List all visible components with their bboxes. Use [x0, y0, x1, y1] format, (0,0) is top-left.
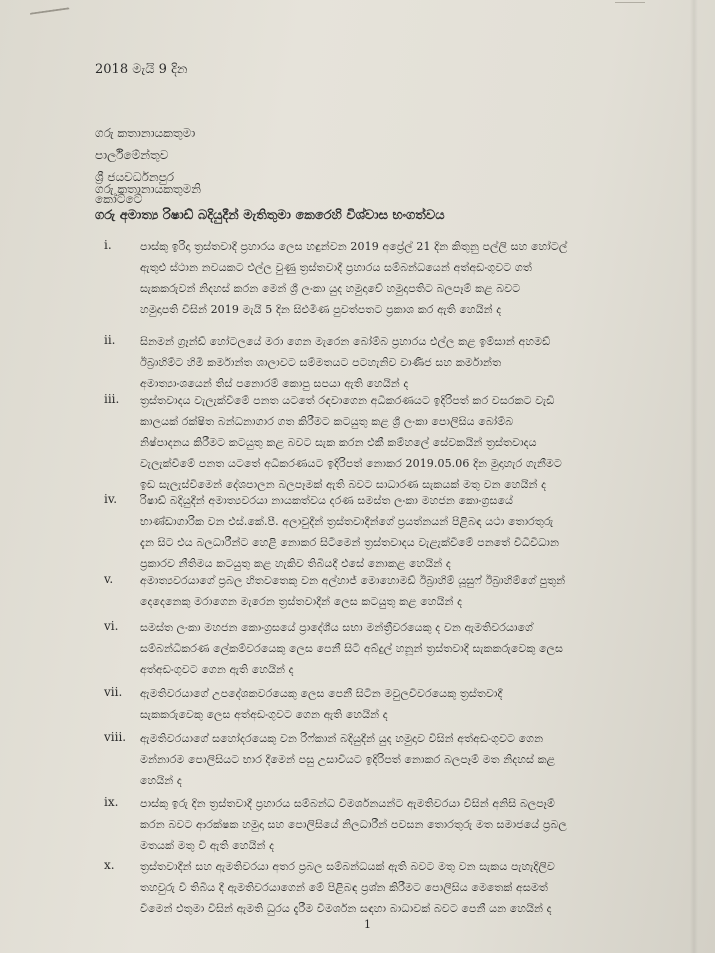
item-text-line: ඊබ්‍රාහිම්ට හිමි කර්මාන්ත ශාලාවට සම්මතයට පටහැනිව වාණිජ සහ කර්මාන්ත: [140, 356, 502, 369]
item-text-line: හමුදාපති විසින් 2019 මැයි 5 දින සිළුමිණ පුවත්පතට ප්‍රකාශ කර ඇති හෙයින් ද: [140, 303, 502, 316]
item-text-line: දැන සිට එය බලධාරීන්ට හෙළි නොකර සිටීමෙන් ත්‍රස්තවාදය වැළැක්වීමේ පනතේ විධිවිධාන: [140, 536, 560, 549]
addressee-line: ශ්‍රී ජයවර්ධනපුර: [95, 170, 175, 184]
item-text-line: සැකකරුවන් නිදහස් කරන මෙන් ශ්‍රී ලංකා යුද හමුදාවේ හමුදාපතිට බලපෑම් කළ බවට: [140, 282, 521, 295]
staple-mark-right: [615, 2, 645, 9]
addressee-line: කෝට්ටේ: [95, 192, 143, 206]
item-text-line: අමාත්‍යවරයාගේ ප්‍රබල හිතවතෙකු වන අල්හාජ් මොහොමඩ් ඊබ්‍රාහිම් යූසුෆ් ඊබ්‍රාහිම්ගේ පුතුන්: [140, 574, 566, 587]
item-text-line: මතයක් මතු වී ඇති හෙයින් ද: [140, 839, 275, 852]
item-text-line: පාස්කු ඉරු දින ත්‍රස්තවාදී ප්‍රහාරය සම්බන්ධ විමර්ශනයන්ට ඇමතිවරයා විසින් අනිසි බලපෑම්: [140, 797, 555, 810]
item-text-line: භාණ්ඩාගාරික වන එස්.කේ.පී. අලාවුදීන් ත්‍රස්තවාදීන්ගේ ප්‍රයත්නයන් පිළිබඳ යථා තොරතුරු: [140, 515, 554, 528]
subject-heading: ගරු අමාත්‍ය රිෂාඩ් බදියුදීන් මැතිතුමා කෙරෙහි විශ්වාස භංගත්වය: [95, 208, 445, 223]
item-number: viii.: [104, 730, 127, 744]
item-text: [140, 236, 680, 320]
addressee-line: ගරු කතානායකතුමා: [95, 126, 196, 140]
item-number: v.: [104, 572, 114, 586]
staple-mark: [30, 7, 71, 20]
item-number: ix.: [104, 795, 119, 809]
item-number: iii.: [104, 392, 120, 406]
item-text-line: රිෂාඩ් බදියුදීන් අමාත්‍යවරයා නායකත්වය දරණ සමස්ත ලංකා මහජන කොංග්‍රසයේ: [140, 494, 513, 507]
item-text-line: ඇමතිවරයාගේ උපදේශකවරයෙකු ලෙස පෙනී සිටින මවුලවිවරයෙකු ත්‍රස්තවාදී: [140, 687, 503, 700]
item-text: [140, 390, 680, 495]
item-text-line: කාලයක් රක්ෂිත බන්ධනාගාර ගත කිරීමට කටයුතු කළ ශ්‍රී ලංකා පොලිසිය බෝම්බ: [140, 415, 514, 428]
item-text-line: වීමෙන් එතුමා විසින් ඇමති ධුරය දැරීම විමර්ශන සඳහා බාධාවක් බවට පෙනී යන හෙයින් ද: [140, 902, 552, 915]
item-text-line: පාස්කු ඉරිදා ත්‍රස්තවාදී ප්‍රහාරය ලෙස හඳුන්වන 2019 අප්‍රේල් 21 දින කිතුනු පල්ලි සහ හෝටල්: [140, 240, 568, 253]
item-text-line: ඉඩ සැලැස්වීමෙන් දේශපාලන බලපෑමක් ඇති බවට සාධාරණ සැකයක් මතු වන හෙයින් ද: [140, 478, 547, 491]
item-number: x.: [104, 858, 115, 872]
addressee-line: පාර්ලිමේන්තුව: [95, 148, 169, 162]
item-text: [140, 793, 680, 856]
item-number: vi.: [104, 619, 119, 633]
item-text: [140, 617, 680, 680]
page-number: 1: [364, 918, 371, 931]
item-text-line: ප්‍රකාරව නීතිමය කටයුතු කළ හැකිව තිබියදී එසේ නොකළ හෙයින් ද: [140, 557, 451, 570]
item-text-line: අමාත්‍යාංශයෙන් තිස් පනොරම් කොපු සපයා ඇති හෙයින් ද: [140, 377, 409, 390]
item-text-line: ඇතුළු ස්ථාන නවයකට එල්ල වුණු ත්‍රස්තවාදී ප්‍රහාරය සම්බන්ධයෙන් අත්අඩංගුවට ගත්: [140, 261, 532, 274]
item-text-line: ත්‍රස්තවාදය වැලැක්වීමේ පනත යටතේ රඳවාගෙන අධිකරණයට ඉදිරිපත් කර වසරකට වැඩි: [140, 394, 555, 407]
item-text-line: තහවුරු වී තිබිය දී ඇමතිවරයාගෙන් මේ පිළිබඳ ප්‍රශ්න කිරීමට පොලිසිය මෙතෙක් අසමත්: [140, 881, 548, 894]
item-text-line: වැලැක්වීමේ පනත යටතේ අධිකරණයට ඉදිරිපත් නොකර 2019.05.06 දින මුදාහැර ගැනීමට: [140, 457, 562, 470]
item-text-line: සිනමන් ග්‍රෑන්ඩ් හෝටලයේ මරා ගෙන මැරෙන බෝම්බ ප්‍රහාරය එල්ල කළ ඉම්සාන් අහමඩ්: [140, 335, 551, 348]
item-text-line: ත්‍රස්තවාදීන් සහ ඇමතිවරයා අතර ප්‍රබල සම්බන්ධයක් ඇති බවට මතු වන සැකය පැහැදිලිව: [140, 860, 555, 873]
item-number: iv.: [104, 492, 118, 506]
item-text: [140, 683, 680, 725]
item-text-line: දෙදෙනෙකු මරාගෙන මැරෙන ත්‍රස්තවාදීන් ලෙස කටයුතු කළ හෙයින් ද: [140, 595, 463, 608]
item-text-line: හෙයින් ද: [140, 774, 182, 787]
item-text: [140, 570, 680, 612]
salutation: ගරු කතානායකතුමනි: [95, 182, 202, 196]
item-text-line: මන්නාරම පොලිසියට භාර දීමෙන් පසු උසාවියට ඉදිරිපත් නොකර බලපෑම් මත නිදහස් කළ: [140, 753, 556, 766]
item-text-line: සැකකරුවෙකු ලෙස අත්අඩංගුවට ගෙන ඇති හෙයින් ද: [140, 708, 388, 721]
item-text: [140, 856, 680, 919]
item-text-line: සම්බන්ධිකරණ ලේකම්වරයෙකු ලෙස පෙනී සිටි අබ්දුල් හනූන් ත්‍රස්තවාදී සැකකරුවෙකු ලෙස: [140, 642, 564, 655]
letter-date: 2018 මැයි 9 දින: [95, 62, 188, 77]
item-number: vii.: [104, 685, 123, 699]
item-text-line: කරන බවට ආරක්ෂක හමුදා සහ පොලිසියේ නිලධාරීන් පවසන තොරතුරු මත සමාජයේ ප්‍රබල: [140, 818, 567, 831]
item-number: i.: [104, 238, 112, 252]
item-text-line: අත්අඩංගුවට ගෙන ඇති හෙයින් ද: [140, 663, 294, 676]
item-number: ii.: [104, 333, 116, 347]
item-text: [140, 331, 680, 394]
paper-fold-shadow: [690, 0, 698, 953]
item-text-line: සමස්ත ලංකා මහජන කොංග්‍රසයේ ප්‍රාදේශීය සභා මන්ත්‍රීවරයෙකු ද වන ඇමතිවරයාගේ: [140, 621, 534, 634]
item-text-line: නිෂ්පාදනය කිරීමට කටයුතු කළ බවට සැක කරන එකී කම්හලේ සේවකයින් ත්‍රස්තවාදය: [140, 436, 537, 449]
item-text: [140, 490, 680, 574]
item-text-line: ඇමතිවරයාගේ සහෝදරයෙකු වන රිෆ්කාන් බදියුදීන් යුද හමුදාව විසින් අත්අඩංගුවට ගෙන: [140, 732, 544, 745]
item-text: [140, 728, 680, 791]
